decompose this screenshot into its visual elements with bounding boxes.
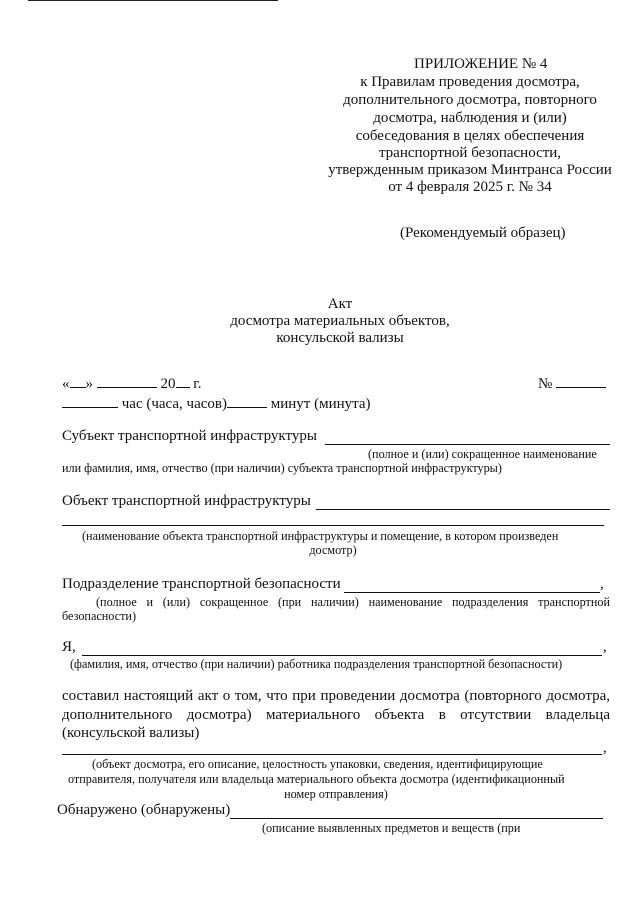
object-input-line-1[interactable] [316, 509, 610, 510]
statement-input-line[interactable] [62, 754, 602, 755]
object-label: Объект транспортной инфраструктуры [62, 493, 311, 509]
subject-input-line[interactable] [325, 444, 610, 445]
object-hint-2: досмотр) [309, 543, 357, 557]
division-input-line[interactable] [344, 592, 600, 593]
object-input-line-2[interactable] [62, 525, 604, 526]
header-line-7: от 4 февраля 2025 г. № 34 [388, 179, 552, 195]
year-suffix: г. [193, 376, 202, 392]
scan-edge-line [28, 0, 278, 1]
officer-comma: , [603, 639, 607, 655]
statement-comma: , [603, 740, 607, 756]
quote-open: « [62, 376, 70, 392]
found-label: Обнаружено (обнаружены) [57, 802, 231, 818]
hours-blank[interactable] [62, 407, 118, 408]
month-blank[interactable] [97, 387, 157, 388]
statement-hint-3: номер отправления) [284, 787, 388, 801]
time-field[interactable] [62, 397, 371, 412]
quote-close: » [85, 376, 93, 392]
year-prefix: 20 [160, 376, 176, 392]
number-sign: № [538, 376, 553, 392]
minutes-blank[interactable] [227, 407, 267, 408]
division-hint-2: безопасности) [62, 609, 137, 623]
division-label: Подразделение транспортной безопасности [62, 576, 341, 592]
division-comma: , [600, 576, 604, 592]
date-field[interactable] [62, 377, 201, 392]
day-blank[interactable] [70, 387, 86, 388]
subject-label: Субъект транспортной инфраструктуры [62, 428, 317, 444]
act-title: Акт [327, 296, 353, 312]
statement-line-1: составил настоящий акт о том, что при проведении досмотра (повторного досмотра, [62, 688, 610, 704]
appendix-title: ПРИЛОЖЕНИЕ № 4 [414, 56, 548, 72]
officer-hint: (фамилия, имя, отчество (при наличии) работника подразделения транспортной безопасности) [70, 657, 563, 671]
hours-label: час (часа, часов) [121, 396, 227, 412]
header-line-3: досмотра, наблюдения и (или) [373, 110, 567, 126]
header-line-1: к Правилам проведения досмотра, [360, 74, 580, 90]
number-blank[interactable] [556, 387, 606, 388]
statement-line-2: дополнительного досмотра) материального объекта в отсутствии владельца [62, 707, 610, 723]
statement-line-3: (консульской вализы) [62, 725, 200, 741]
statement-hint-1: (объект досмотра, его описание, целостность упаковки, сведения, идентифицирующие [92, 757, 543, 771]
act-subtitle-1: досмотра материальных объектов, [230, 313, 450, 329]
sample-note: (Рекомендуемый образец) [400, 225, 566, 241]
officer-input-line[interactable] [82, 655, 602, 656]
subject-hint-1: (полное и (или) сокращенное наименование [368, 447, 597, 461]
minutes-label: минут (минута) [270, 396, 371, 412]
object-hint-1: (наименование объекта транспортной инфраструктуры и помещение, в котором произведен [82, 529, 559, 543]
found-input-line[interactable] [230, 818, 603, 819]
statement-hint-2: отправителя, получателя или владельца материального объекта досмотра (идентификационный [68, 772, 565, 786]
year-blank[interactable] [176, 387, 190, 388]
header-line-2: дополнительного досмотра, повторного [343, 92, 597, 108]
header-line-5: транспортной безопасности, [378, 145, 562, 161]
act-number-field[interactable] [538, 377, 606, 392]
found-hint: (описание выявленных предметов и веществ (при [262, 821, 521, 835]
subject-hint-2: или фамилия, имя, отчество (при наличии) субъекта транспортной инфраструктуры) [62, 461, 502, 475]
officer-label: Я, [62, 639, 76, 655]
header-line-4: собеседования в целях обеспечения [355, 128, 585, 144]
header-line-6: утвержденным приказом Минтранса России [328, 162, 612, 178]
act-subtitle-2: консульской вализы [276, 330, 404, 346]
division-hint-1: (полное и (или) сокращенное (при наличии) наименование подразделения транспортной [96, 595, 610, 609]
